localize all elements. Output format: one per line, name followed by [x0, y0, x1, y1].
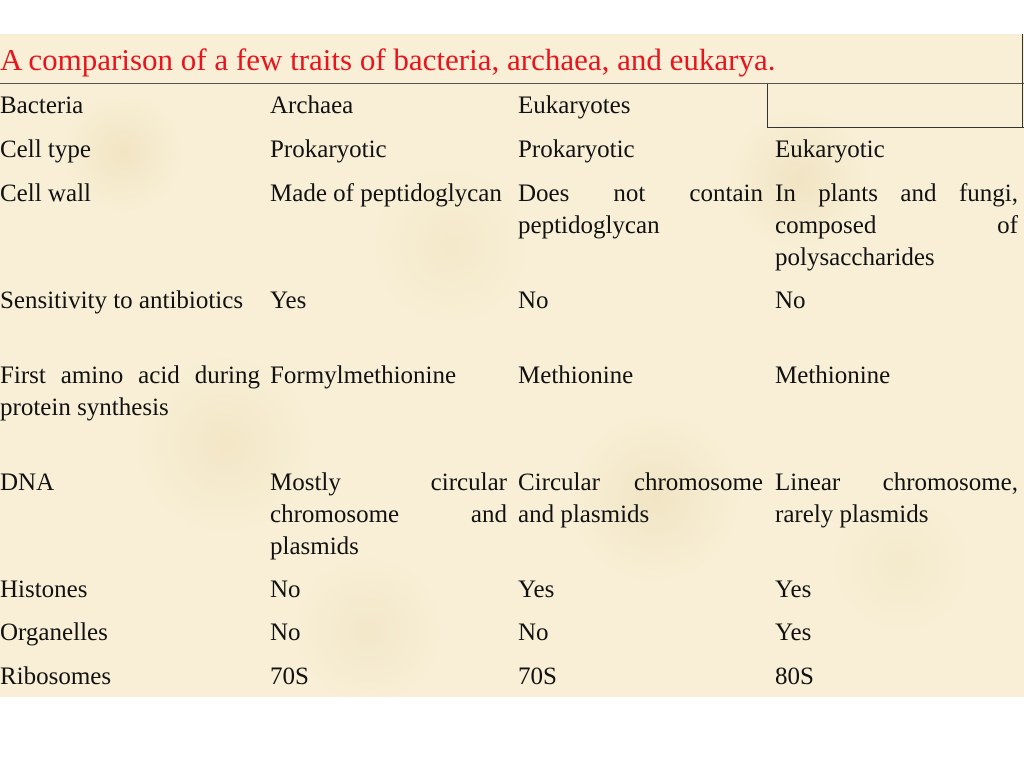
row-label: Sensitivity to antibiotics — [0, 287, 244, 314]
table-cell: Yes — [518, 576, 555, 603]
header-cell: Archaea — [270, 92, 354, 119]
table-row — [0, 568, 1024, 611]
table-header-row — [0, 84, 1024, 128]
row-label: Cell type — [0, 136, 91, 163]
table-cell: Yes — [775, 619, 812, 646]
table-row — [0, 655, 1024, 699]
table-cell: Prokaryotic — [518, 136, 635, 163]
table-cell: Linear chromosome, rarely plasmids — [775, 469, 1018, 528]
table-cell: No — [270, 619, 301, 646]
table-cell: Formylmethionine — [270, 362, 457, 389]
table-row — [0, 354, 1024, 461]
table-cell: Yes — [775, 576, 812, 603]
table-cell: Prokaryotic — [270, 136, 387, 163]
table-cell: Does not contain peptidoglycan — [518, 180, 763, 239]
table-cell: Made of peptidoglycan — [270, 180, 502, 207]
table-cell: Yes — [270, 287, 307, 314]
row-label: Cell wall — [0, 180, 91, 207]
table-cell: No — [518, 619, 549, 646]
table-cell: No — [775, 287, 806, 314]
table-row — [0, 279, 1024, 354]
row-label: Ribosomes — [0, 663, 112, 690]
table-cell: 80S — [775, 663, 814, 690]
header-cell: Bacteria — [0, 92, 84, 119]
traits-table — [0, 84, 1024, 699]
row-label: First amino acid during protein synthesis — [0, 362, 260, 421]
table-cell: In plants and fungi, composed of polysaccharides — [775, 180, 1018, 271]
table-title: A comparison of a few traits of bacteria, archaea, and eukarya. — [0, 36, 1024, 84]
table-cell: Methionine — [518, 362, 634, 389]
table-cell: 70S — [270, 663, 309, 690]
row-label: Organelles — [0, 619, 108, 646]
table-cell: 70S — [518, 663, 557, 690]
table-cell: Mostly circular chromosome and plasmids — [270, 469, 507, 560]
table-row — [0, 172, 1024, 279]
table-cell: Eukaryotic — [775, 136, 885, 163]
table-cell: No — [518, 287, 549, 314]
header-cell — [769, 84, 1024, 128]
header-cell: Eukaryotes — [518, 92, 631, 119]
table-cell: Methionine — [775, 362, 891, 389]
table-cell: Circular chromosome and plasmids — [518, 469, 763, 528]
table-row — [0, 128, 1024, 172]
row-label: DNA — [0, 469, 55, 496]
row-label: Histones — [0, 576, 88, 603]
table-row — [0, 461, 1024, 568]
table-row — [0, 611, 1024, 655]
table-cell: No — [270, 576, 301, 603]
